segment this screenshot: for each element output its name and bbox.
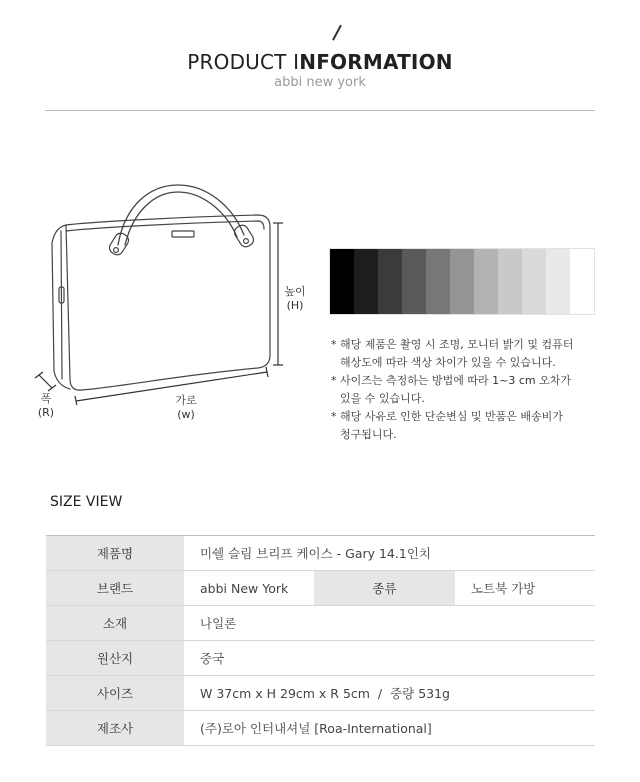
product-name-value: 미쉘 슬림 브리프 케이스 - Gary 14.1인치: [184, 536, 595, 571]
height-label-text: 높이: [284, 285, 306, 298]
table-row: [46, 536, 595, 571]
note-line-6: 청구됩니다.: [340, 428, 397, 441]
table-row: [46, 676, 595, 711]
swatch-3: [378, 249, 402, 314]
title-part1: PRODUCT I: [187, 50, 300, 74]
title-part2: NFORMATION: [299, 50, 453, 74]
swatch-4: [402, 249, 426, 314]
table-row: [46, 711, 595, 746]
swatch-7: [474, 249, 498, 314]
type-value: 노트북 가방: [455, 571, 595, 606]
swatch-9: [522, 249, 546, 314]
height-label: [280, 285, 310, 313]
note-line-5: * 해당 사유로 인한 단순변심 및 반품은 배송비가: [331, 410, 563, 423]
swatch-2: [354, 249, 378, 314]
origin-value: 중국: [184, 641, 595, 676]
note-line-4: 있을 수 있습니다.: [340, 392, 425, 405]
header-slash: [332, 25, 341, 41]
table-row: [46, 641, 595, 676]
maker-label: 제조사: [46, 711, 184, 746]
width-label: [168, 394, 204, 422]
swatch-11: [570, 249, 594, 314]
swatch-1: [330, 249, 354, 314]
swatch-5: [426, 249, 450, 314]
swatch-8: [498, 249, 522, 314]
depth-label: [33, 392, 59, 420]
swatch-10: [546, 249, 570, 314]
width-label-code: (w): [177, 408, 195, 421]
type-label: 종류: [314, 571, 455, 606]
maker-value: (주)로아 인터내셔널 [Roa-International]: [184, 711, 595, 746]
brand-value: abbi New York: [184, 571, 314, 606]
brand-subtitle: abbi new york: [274, 75, 366, 90]
depth-label-text: 폭: [40, 392, 52, 405]
table-row: [46, 571, 595, 606]
height-label-code: (H): [286, 299, 304, 312]
swatch-6: [450, 249, 474, 314]
origin-label: 원산지: [46, 641, 184, 676]
brand-label: 브랜드: [46, 571, 184, 606]
table-row: [46, 606, 595, 641]
size-label: 사이즈: [46, 676, 184, 711]
width-label-text: 가로: [175, 394, 197, 407]
bag-illustration: [30, 175, 290, 405]
spec-table: [46, 535, 595, 746]
grayscale-swatches: [329, 248, 595, 315]
depth-label-code: (R): [37, 406, 55, 419]
size-value: W 37cm x H 29cm x R 5cm / 중량 531g: [184, 676, 595, 711]
product-name-label: 제품명: [46, 536, 184, 571]
page-title: [0, 50, 640, 74]
header-divider: [45, 110, 595, 111]
note-line-3: * 사이즈는 측정하는 방법에 따라 1~3 cm 오차가: [331, 374, 571, 387]
note-line-2: 해상도에 따라 색상 차이가 있을 수 있습니다.: [340, 356, 556, 369]
color-size-notes: [331, 336, 601, 444]
material-value: 나일론: [184, 606, 595, 641]
material-label: 소재: [46, 606, 184, 641]
note-line-1: * 해당 제품은 촬영 시 조명, 모니터 밝기 및 컴퓨터: [331, 338, 574, 351]
size-view-heading: SIZE VIEW: [50, 494, 123, 510]
